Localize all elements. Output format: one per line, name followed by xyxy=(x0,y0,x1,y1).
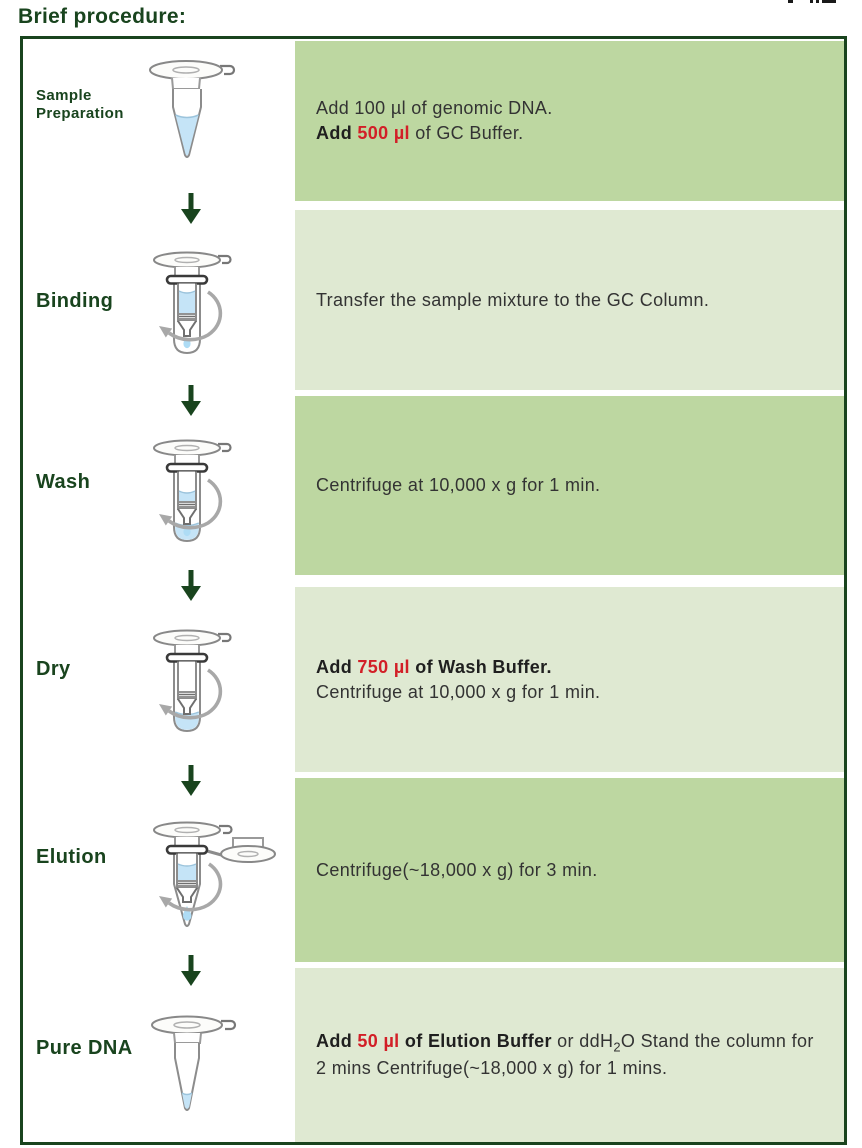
down-arrow-icon xyxy=(178,765,204,797)
instruction-box-wash xyxy=(295,396,844,575)
down-arrow-icon xyxy=(178,385,204,417)
spin-column-full-icon xyxy=(130,250,250,362)
instruction-box-elution xyxy=(295,778,844,962)
instruction-text: Add 50 µl of Elution Buffer or ddH$_2$O Stand the column for 2 mins Centrifuge(~18,000 x g) for 1 mins. xyxy=(316,1030,814,1079)
instruction-box-dry xyxy=(295,587,844,772)
instruction-text: Centrifuge(~18,000 x g) for 3 min. xyxy=(316,859,598,880)
step-label-elution: Elution xyxy=(36,846,107,868)
instruction-text: Centrifuge at 10,000 x g for 1 min. xyxy=(316,475,601,496)
step-label-binding: Binding xyxy=(36,290,114,312)
page-title: Brief procedure: xyxy=(18,5,187,28)
instruction-text: Add 100 µl of genomic DNA. xyxy=(316,98,553,119)
down-arrow-icon xyxy=(178,570,204,602)
instruction-box-sample-preparation xyxy=(295,41,844,201)
step-label-pure-dna: Pure DNA xyxy=(36,1037,133,1059)
step-label-dry: Dry xyxy=(36,658,71,680)
closed-tube-half-filled-icon xyxy=(127,55,247,165)
closed-conical-tube-icon xyxy=(129,1012,249,1118)
instruction-box-pure-dna xyxy=(295,968,844,1142)
cropped-header-text-fragment xyxy=(788,0,844,5)
instruction-box-binding xyxy=(295,210,844,390)
down-arrow-icon xyxy=(178,193,204,225)
step-label-wash: Wash xyxy=(36,471,91,493)
spin-column-wash-icon xyxy=(130,438,250,550)
instruction-text: Add 750 µl of Wash Buffer. xyxy=(316,656,552,677)
down-arrow-icon xyxy=(178,955,204,987)
instruction-text: Centrifuge at 10,000 x g for 1 min. xyxy=(316,681,601,702)
spin-column-empty-icon xyxy=(130,628,250,740)
step-label-sample-preparation: Sample Preparation xyxy=(36,87,124,123)
spin-column-open-lid-icon xyxy=(125,820,285,932)
instruction-text: Transfer the sample mixture to the GC Column. xyxy=(316,289,710,310)
instruction-text: Add 500 µl of GC Buffer. xyxy=(316,123,524,143)
procedure-diagram xyxy=(20,36,847,1145)
